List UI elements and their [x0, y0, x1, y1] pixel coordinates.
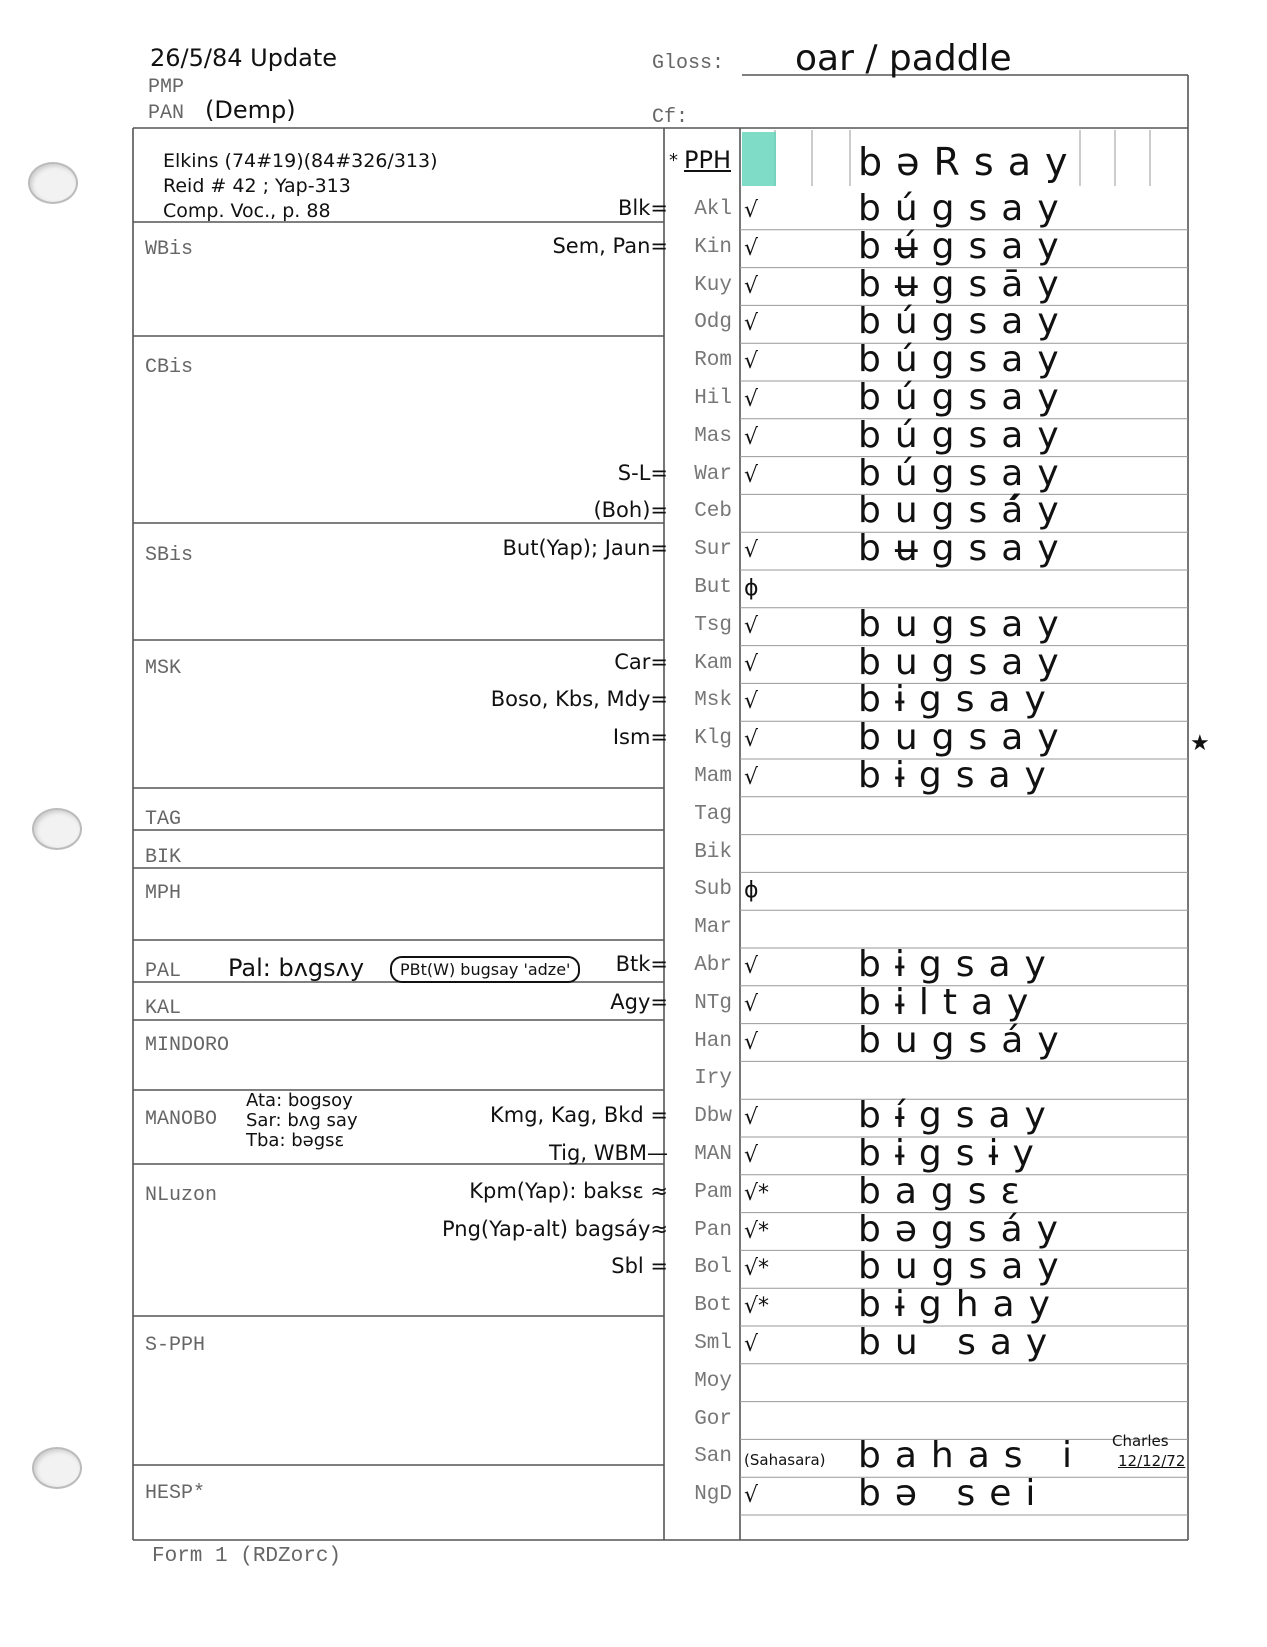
language-row-rom — [0, 339, 1267, 381]
date-note: 26/5/84 Update — [150, 44, 338, 72]
pan-note: (Demp) — [205, 96, 296, 124]
row-check-mark: √* — [744, 1218, 770, 1244]
row-check-mark: √ — [744, 387, 759, 412]
row-language-code: Msk — [694, 689, 732, 713]
group-msk: MSK — [145, 657, 182, 680]
row-check-mark: √ — [744, 1105, 759, 1131]
language-row-odg — [0, 301, 1267, 343]
group-cbis: CBis — [145, 356, 194, 379]
row-reflex-form: búgsay — [858, 301, 1073, 343]
reference-line-2: Reid # 42 ; Yap-313 — [163, 175, 351, 197]
language-row-tsg — [0, 603, 1267, 646]
row-check-mark: ϕ — [744, 878, 759, 904]
row-language-code: Tag — [694, 802, 732, 826]
language-row-sml — [0, 1322, 1267, 1364]
manobo-note-sar: Sar: bʌg say — [246, 1110, 358, 1131]
row-reflex-form: búgsay — [858, 339, 1073, 381]
language-row-hil — [0, 377, 1267, 419]
row-check-mark: √ — [744, 727, 759, 753]
row-prefix: Blk= — [618, 196, 668, 220]
row-language-code: Mar — [694, 916, 732, 940]
row-prefix: Car= — [614, 649, 668, 674]
group-bik: BIK — [145, 846, 182, 869]
row-check-mark: √ — [744, 954, 759, 979]
row-language-code: MAN — [694, 1143, 732, 1166]
language-row-tag — [0, 797, 1267, 835]
row-reflex-form: bahas i — [858, 1435, 1086, 1477]
row-reflex-form: bugsay — [858, 1246, 1073, 1288]
row-check-mark: √* — [744, 1294, 770, 1320]
row-reflex-form: bugsay — [858, 603, 1073, 645]
row-reflex-form: bʉgsay — [858, 528, 1073, 570]
row-language-code: Sub — [694, 878, 732, 902]
row-check-mark: √ — [744, 235, 759, 261]
language-row-msk — [0, 679, 1267, 721]
row-reflex-form: bɨ́gsay — [858, 1095, 1060, 1137]
language-row-pam — [0, 1170, 1267, 1213]
row-reflex-form: bʉ́gsay — [858, 225, 1073, 267]
manobo-note-tba: Tba: bəgsɛ — [246, 1130, 345, 1151]
pal-boxed-note: PBt(W) bugsay 'adze' — [390, 956, 580, 983]
group-mindoro: MINDORO — [145, 1034, 230, 1057]
row-language-code: Sur — [694, 538, 732, 562]
row-reflex-form: bugsá́y — [858, 490, 1073, 532]
language-row-sub — [0, 872, 1267, 910]
row-check-mark: √ — [744, 273, 759, 299]
row-reflex-form: bə sei — [858, 1473, 1050, 1515]
pmp-label: PMP — [148, 76, 185, 99]
cf-label: Cf: — [652, 106, 689, 129]
language-row-iry — [0, 1061, 1267, 1099]
row-language-code: Mam — [694, 765, 732, 788]
footer-form-label: Form 1 (RDZorc) — [152, 1545, 342, 1568]
language-row-but — [0, 570, 1267, 608]
row-language-code: Tsg — [694, 613, 732, 637]
group-manobo: MANOBO — [145, 1108, 218, 1131]
proto-star: * — [669, 150, 678, 171]
row-language-code: San — [694, 1445, 732, 1469]
language-row-kuy — [0, 263, 1267, 306]
row-check-mark: √* — [744, 1180, 770, 1206]
row-prefix: Kpm(Yap): baksɛ ≈ — [469, 1178, 668, 1203]
row-reflex-form: bugsay — [858, 641, 1073, 683]
language-row-ngd — [0, 1473, 1267, 1515]
row-prefix: Ism= — [612, 725, 668, 750]
row-reflex-form: bagsɛ — [858, 1170, 1034, 1212]
row-check-mark: √ — [744, 765, 759, 790]
proto-form: bəRsay — [858, 140, 1082, 184]
row-reflex-form: bɨgsay — [858, 755, 1060, 796]
group-hesp: HESP* — [145, 1482, 206, 1505]
language-row-moy — [0, 1364, 1267, 1402]
language-row-abr — [0, 944, 1267, 986]
proto-label: PPH — [684, 146, 731, 174]
row-language-code: Moy — [694, 1369, 732, 1393]
manobo-note-ata: Ata: bogsoy — [246, 1090, 353, 1111]
row-prefix: But(Yap); Jaun= — [502, 536, 668, 561]
language-row-gor — [0, 1402, 1267, 1440]
row-reflex-form: bɨltay — [858, 981, 1043, 1023]
row-check-mark: √ — [744, 1332, 759, 1357]
language-row-mas — [0, 414, 1267, 457]
row-language-code: War — [694, 462, 732, 486]
row-language-code: Kin — [694, 235, 732, 259]
language-row-bot — [0, 1284, 1267, 1326]
row-language-code: Sml — [694, 1332, 732, 1355]
row-prefix: Boso, Kbs, Mdy= — [490, 687, 668, 712]
row-reflex-form: búgsay — [858, 188, 1073, 229]
language-row-klg — [0, 717, 1267, 759]
language-row-sur — [0, 528, 1267, 570]
row-prefix: Png(Yap-alt) bagsáy≈ — [441, 1216, 668, 1241]
gloss-value: oar / paddle — [795, 38, 1012, 79]
language-row-ntg — [0, 981, 1267, 1024]
row-reflex-form: bugsay — [858, 717, 1073, 759]
san-note-date: 12/12/72 — [1118, 1452, 1186, 1470]
language-row-bik — [0, 835, 1267, 873]
row-language-code: Bol — [694, 1256, 732, 1280]
row-prefix: (Boh)= — [593, 498, 668, 523]
reference-line-3: Comp. Voc., p. 88 — [163, 200, 331, 222]
language-row-ceb — [0, 490, 1267, 532]
gloss-label: Gloss: — [652, 52, 725, 75]
language-row-dbw — [0, 1095, 1267, 1137]
row-language-code: Abr — [694, 954, 732, 977]
row-language-code: Mas — [694, 424, 732, 448]
row-reflex-form: bɨgsay — [858, 679, 1060, 721]
row-language-code: Bik — [694, 840, 732, 864]
row-prefix: Btk= — [615, 952, 668, 976]
row-language-code: Gor — [694, 1407, 732, 1431]
row-language-code: Kam — [694, 651, 732, 675]
row-reflex-form: bʉgsāy — [858, 263, 1073, 305]
language-row-war — [0, 452, 1267, 495]
language-row-kam — [0, 641, 1267, 684]
group-nluzon: NLuzon — [145, 1184, 218, 1207]
row-check-mark: √ — [744, 689, 759, 715]
row-reflex-form: bəgsáy — [858, 1208, 1072, 1250]
row-reflex-form: búgsay — [858, 377, 1073, 418]
language-row-pan — [0, 1208, 1267, 1251]
row-prefix: Kmg, Kag, Bkd = — [489, 1103, 668, 1128]
group-tag: TAG — [145, 808, 182, 831]
group-sbis: SBis — [145, 544, 194, 567]
group-spph: S-PPH — [145, 1334, 206, 1357]
row-reflex-form: bɨghay — [858, 1284, 1064, 1326]
row-language-code: Ceb — [694, 500, 732, 524]
row-check-mark: (Sahasara) — [744, 1451, 826, 1470]
san-note-name: Charles — [1112, 1432, 1169, 1450]
group-wbis: WBis — [145, 238, 194, 261]
row-check-mark: √ — [744, 1029, 759, 1055]
language-row-man — [0, 1133, 1267, 1175]
group-kal: KAL — [145, 997, 182, 1020]
row-prefix: S-L= — [617, 460, 668, 485]
row-check-mark: √ — [744, 424, 759, 450]
row-check-mark: √ — [744, 198, 759, 223]
row-language-code: Hil — [694, 387, 732, 410]
row-reflex-form: búgsay — [858, 414, 1073, 456]
row-language-code: Pam — [694, 1180, 732, 1204]
row-prefix: Tig, WBM— — [549, 1141, 668, 1165]
row-check-mark: √ — [744, 991, 759, 1017]
row-language-code: Dbw — [694, 1105, 732, 1129]
row-reflex-form: bɨgsɨy — [858, 1133, 1048, 1174]
row-reflex-form: bu say — [858, 1322, 1062, 1363]
language-row-kin — [0, 225, 1267, 268]
row-reflex-form: búgsay — [858, 452, 1073, 494]
row-language-code: Han — [694, 1029, 732, 1053]
row-prefix: Agy= — [610, 989, 668, 1014]
row-reflex-form: bugsáy — [858, 1019, 1073, 1061]
row-check-mark: √ — [744, 613, 759, 639]
klg-star-icon: ★ — [1190, 730, 1210, 755]
language-row-san — [0, 1435, 1267, 1477]
row-language-code: But — [694, 576, 732, 599]
row-language-code: Pan — [694, 1218, 732, 1242]
row-language-code: Klg — [694, 727, 732, 751]
row-check-mark: √* — [744, 1256, 770, 1282]
language-row-mam — [0, 755, 1267, 797]
language-row-akl — [0, 188, 1267, 230]
row-language-code: Bot — [694, 1294, 732, 1318]
row-language-code: Rom — [694, 349, 732, 373]
row-check-mark: √ — [744, 349, 759, 375]
row-prefix: Sem, Pan= — [552, 233, 668, 258]
pan-label: PAN — [148, 102, 185, 125]
pal-note: Pal: bʌgsʌy — [228, 954, 365, 982]
language-row-mar — [0, 910, 1267, 948]
row-check-mark: √ — [744, 651, 759, 677]
row-prefix: Sbl = — [611, 1254, 668, 1279]
row-language-code: Akl — [694, 198, 732, 221]
row-check-mark: √ — [744, 1143, 759, 1168]
reference-line-1: Elkins (74#19)(84#326/313) — [163, 150, 438, 172]
row-reflex-form: bɨgsay — [858, 944, 1060, 985]
row-check-mark: √ — [744, 311, 759, 337]
language-row-bol — [0, 1246, 1267, 1288]
group-pal: PAL — [145, 960, 182, 983]
row-check-mark: √ — [744, 538, 759, 564]
row-language-code: Odg — [694, 311, 732, 335]
row-language-code: Kuy — [694, 273, 732, 297]
row-check-mark: √ — [744, 462, 759, 488]
row-language-code: NgD — [694, 1483, 732, 1507]
row-check-mark: ϕ — [744, 576, 759, 601]
group-mph: MPH — [145, 882, 182, 905]
language-row-han — [0, 1019, 1267, 1062]
row-language-code: Iry — [694, 1067, 732, 1091]
row-check-mark: √ — [744, 1483, 759, 1509]
pph-highlight — [742, 132, 776, 186]
row-language-code: NTg — [694, 991, 732, 1015]
